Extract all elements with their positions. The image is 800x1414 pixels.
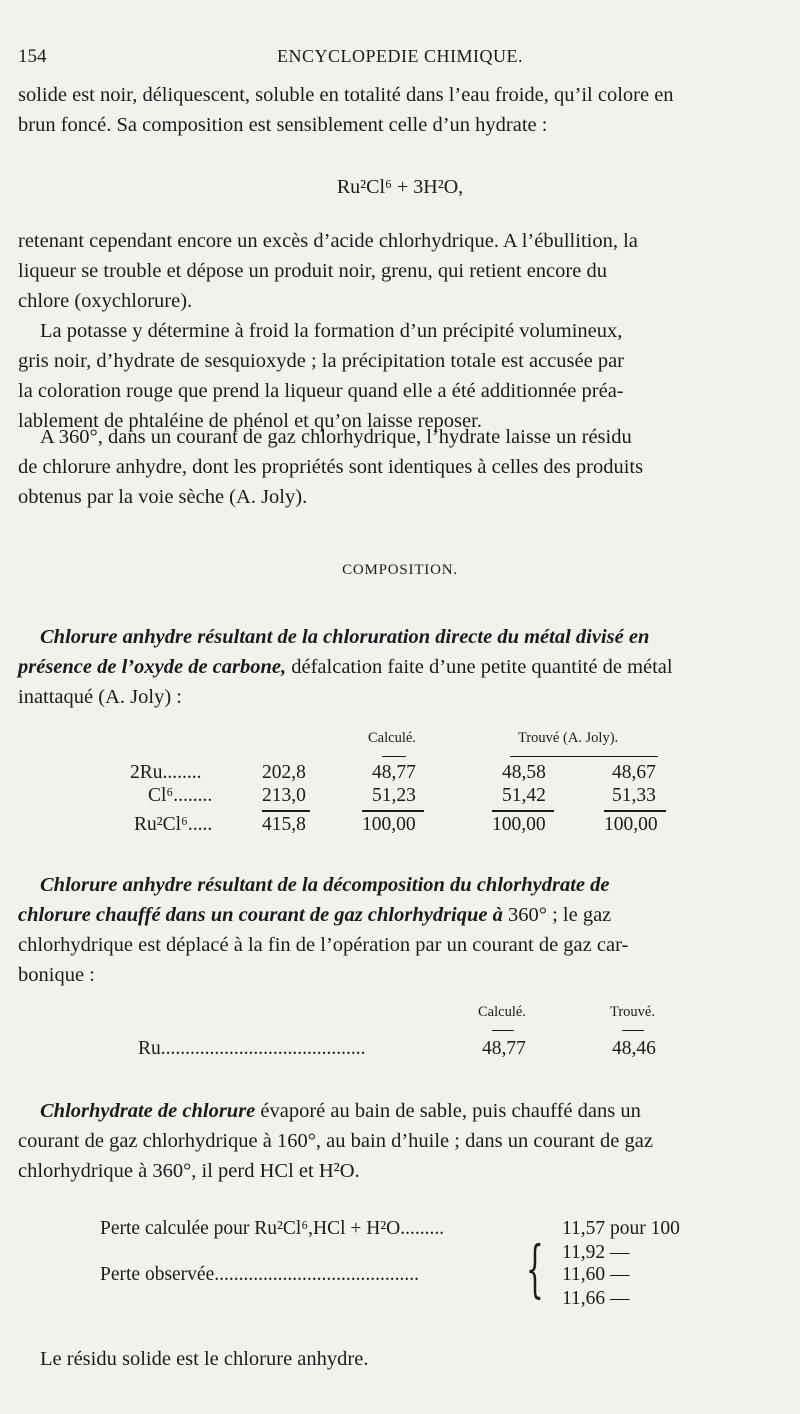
paragraph-4 xyxy=(18,422,780,512)
cell-calc: 48,77 xyxy=(482,1038,526,1059)
text-line: courant de gaz chlorhydrique à 160°, au bain d’huile ; dans un courant de gaz xyxy=(18,1130,653,1152)
text: 360° ; le gaz xyxy=(502,904,612,926)
brace-icon: { xyxy=(526,1232,544,1305)
found-bracket-line xyxy=(510,756,658,757)
text-line: Le résidu solide est le chlorure anhydre. xyxy=(40,1348,369,1370)
row-label: 2Ru........ xyxy=(130,762,202,783)
cell-found: 100,00 xyxy=(604,814,658,835)
text-line: solide est noir, déliquescent, soluble en totalité dans l’eau froide, qu’il colore en xyxy=(18,84,674,106)
page-number: 154 xyxy=(18,46,47,67)
sum-rule xyxy=(362,810,424,812)
text-line: chlore (oxychlorure). xyxy=(18,290,193,312)
cell-mass: 202,8 xyxy=(262,762,306,783)
observed-loss-value: 11,66 — xyxy=(562,1288,630,1309)
cell-found: 51,42 xyxy=(502,785,546,806)
cell-mass: 213,0 xyxy=(262,785,306,806)
cell-found: 100,00 xyxy=(492,814,546,835)
cell-calc: 48,77 xyxy=(372,762,416,783)
running-title: ENCYCLOPEDIE CHIMIQUE. xyxy=(277,46,523,66)
paragraph-2 xyxy=(18,226,780,316)
text-line: brun foncé. Sa composition est sensiblement celle d’un hydrate : xyxy=(18,114,548,136)
observed-loss-label: Perte observée.......................................... xyxy=(100,1264,419,1285)
text-line: lablement de phtaléine de phénol et qu’on laisse reposer. xyxy=(18,410,482,432)
sum-rule xyxy=(262,810,310,812)
section-3-intro xyxy=(18,1096,780,1186)
section-2-intro xyxy=(18,870,780,990)
italic-text: Chlorhydrate de chlorure xyxy=(40,1100,256,1122)
observed-loss-value: 11,92 — xyxy=(562,1242,630,1263)
section-title: COMPOSITION. xyxy=(342,562,458,578)
paragraph-1 xyxy=(18,80,780,140)
text-line: liqueur se trouble et dépose un produit noir, grenu, qui retient encore du xyxy=(18,260,607,282)
sum-rule xyxy=(604,810,666,812)
cell-found: 48,46 xyxy=(612,1038,656,1059)
text: évaporé au bain de sable, puis chauffé dans un xyxy=(255,1100,641,1122)
text-line: obtenus par la voie sèche (A. Joly). xyxy=(18,486,308,508)
header-calculated: Calculé. xyxy=(368,730,416,746)
row-label: Cl⁶........ xyxy=(148,785,213,806)
text-line: La potasse y détermine à froid la formation d’un précipité volumineux, xyxy=(40,320,623,342)
cell-calc: 51,23 xyxy=(372,785,416,806)
calculated-loss-label: Perte calculée pour Ru²Cl⁶,HCl + H²O......... xyxy=(100,1218,445,1239)
text-line: gris noir, d’hydrate de sesquioxyde ; la précipitation totale est accusée par xyxy=(18,350,624,372)
text-line: de chlorure anhydre, dont les propriétés sont identiques à celles des produits xyxy=(18,456,644,478)
text-line: Chlorure anhydre résultant de la décomposition du chlorhydrate de xyxy=(40,874,610,896)
dash xyxy=(622,1030,644,1031)
text: défalcation faite d’une petite quantité de métal xyxy=(286,656,673,678)
header-found: Trouvé (A. Joly). xyxy=(518,730,619,746)
text-line: Chlorure anhydre résultant de la chloruration directe du métal divisé en xyxy=(40,626,650,648)
paragraph-3 xyxy=(18,316,780,436)
text-line: chlorhydrique est déplacé à la fin de l’opération par un courant de gaz car- xyxy=(18,934,629,956)
conclusion xyxy=(18,1344,780,1374)
cell-found: 48,58 xyxy=(502,762,546,783)
text-line: A 360°, dans un courant de gaz chlorhydrique, l’hydrate laisse un résidu xyxy=(40,426,632,448)
text-line: inattaqué (A. Joly) : xyxy=(18,686,182,708)
header-found: Trouvé. xyxy=(610,1004,655,1020)
cell-calc: 100,00 xyxy=(362,814,416,835)
page-header xyxy=(18,46,782,72)
cell-found: 48,67 xyxy=(612,762,656,783)
observed-loss-value: 11,60 — xyxy=(562,1264,630,1285)
row-label: Ru.......................................... xyxy=(138,1038,366,1059)
italic-text: chlorure chauffé dans un courant de gaz chlorhydrique à xyxy=(18,904,503,926)
sum-rule xyxy=(492,810,554,812)
header-calculated: Calculé. xyxy=(478,1004,526,1020)
cell-found: 51,33 xyxy=(612,785,656,806)
italic-text: présence de l’oxyde de carbone, xyxy=(18,656,287,678)
formula: Ru²Cl⁶ + 3H²O, xyxy=(336,176,464,198)
text-line: bonique : xyxy=(18,964,95,986)
text-line: retenant cependant encore un excès d’acide chlorhydrique. A l’ébullition, la xyxy=(18,230,638,252)
section-1-intro xyxy=(18,622,780,712)
dash xyxy=(492,1030,514,1031)
text-line: la coloration rouge que prend la liqueur quand elle a été additionnée préa- xyxy=(18,380,624,402)
row-label: Ru²Cl⁶..... xyxy=(134,814,213,835)
text-line: chlorhydrique à 360°, il perd HCl et H²O. xyxy=(18,1160,360,1182)
calculated-loss-value: 11,57 pour 100 xyxy=(562,1218,680,1239)
cell-mass: 415,8 xyxy=(262,814,306,835)
dash xyxy=(382,756,406,757)
